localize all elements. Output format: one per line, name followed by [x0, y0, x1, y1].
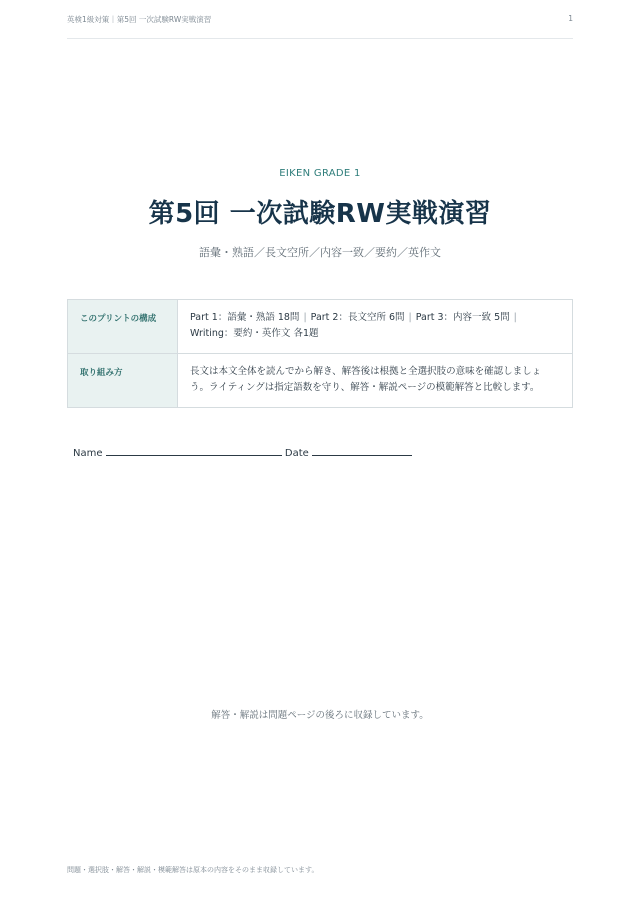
name-date-line	[73, 447, 412, 459]
page-number: 1	[568, 14, 573, 23]
date-label: Date	[284, 448, 309, 459]
info-value-structure	[178, 300, 572, 353]
title-block	[0, 168, 640, 260]
footer-note: 問題・選択肢・解答・解説・模範解答は原本の内容をそのまま収録しています。	[67, 866, 319, 874]
writing-item: Writing：要約・英作文 各1題	[190, 328, 319, 339]
part-3-item: Part 3：内容一致 5問	[415, 312, 510, 323]
separator: |	[303, 312, 307, 323]
info-label: このプリントの構成	[68, 300, 178, 353]
info-label: 取り組み方	[68, 354, 178, 407]
answer-note: 解答・解説は問題ページの後ろに収録しています。	[211, 710, 429, 721]
part-2-item: Part 2：長文空所 6問	[310, 312, 405, 323]
separator: |	[513, 312, 517, 323]
date-field[interactable]	[312, 447, 412, 456]
running-header	[67, 14, 573, 39]
info-table	[67, 299, 573, 408]
info-row-structure	[68, 300, 572, 354]
eyebrow-label: EIKEN GRADE 1	[279, 168, 361, 179]
name-label: Name	[73, 448, 103, 459]
separator: |	[408, 312, 412, 323]
page-subtitle: 語彙・熟語／長文空所／内容一致／要約／英作文	[199, 246, 441, 259]
part-1-item: Part 1：語彙・熟語 18問	[190, 312, 300, 323]
page-title: 第5回 一次試験RW実戦演習	[148, 199, 492, 229]
name-field[interactable]	[106, 447, 282, 456]
header-title: 英検1級対策｜第5回 一次試験RW実戦演習	[67, 15, 212, 24]
info-row-approach	[68, 354, 572, 407]
info-value-approach: 長文は本文全体を読んでから解き、解答後は根拠と全選択肢の意味を確認しましょう。ライティングは指定語数を守り、解答・解説ページの模範解答と比較します。	[190, 366, 542, 393]
